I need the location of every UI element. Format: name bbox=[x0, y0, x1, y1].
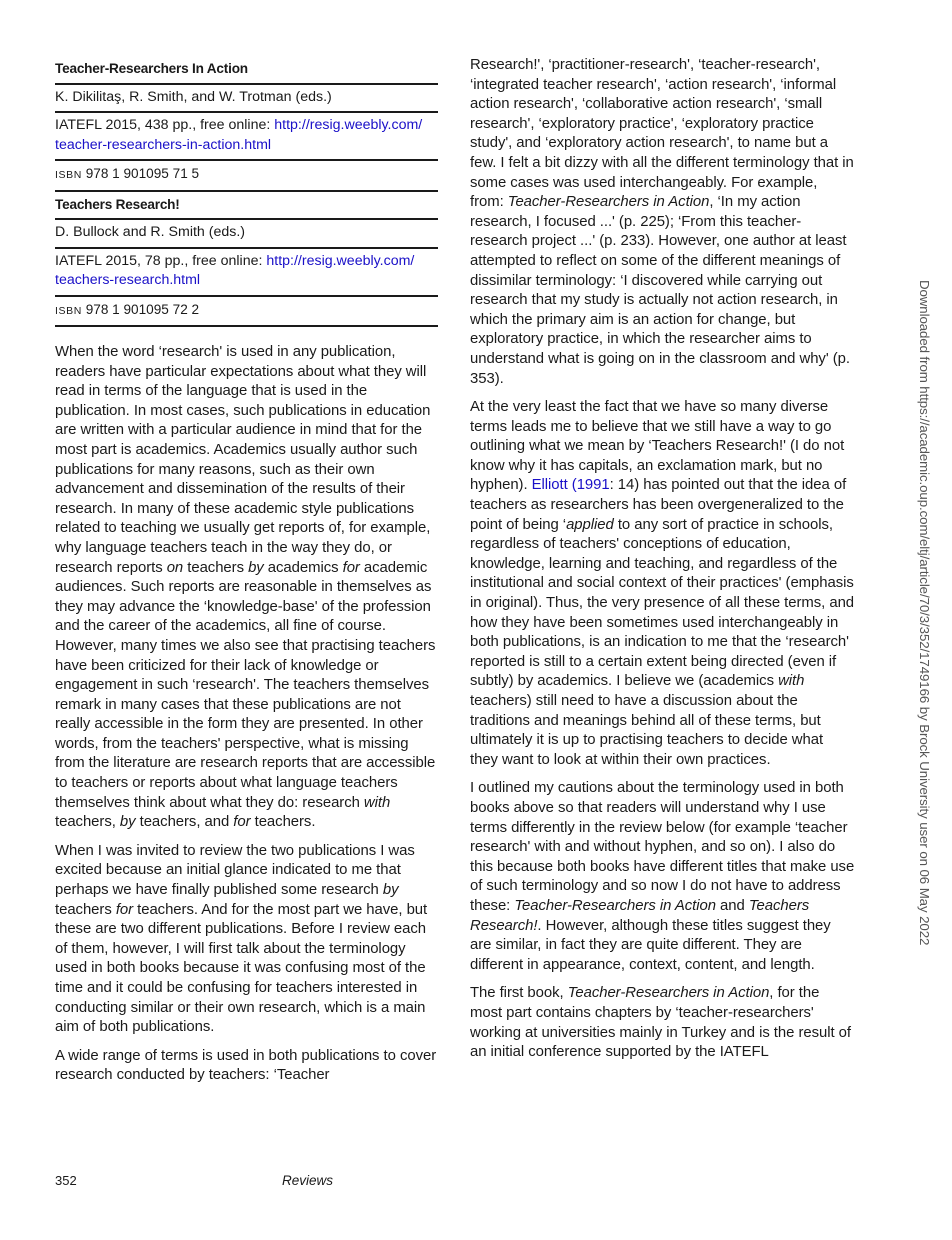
emphasis: for bbox=[115, 901, 134, 918]
text-run: Research!', ‘practitioner-research', ‘teacher-research', ‘integrated teacher research', ‘action research', ‘informal action research', ‘collaborative action research', ‘small research', ‘exploratory practice', ‘exploratory practice study', and ‘exploratory action research', to name but a few. I felt a bit dizzy with all the different terminology that in some cases was used interchangeably. For example, from: bbox=[470, 57, 854, 211]
emphasis: for bbox=[233, 814, 251, 831]
isbn-number: 978 1 901095 71 5 bbox=[85, 166, 200, 181]
text-run: teachers bbox=[55, 901, 116, 918]
paragraph bbox=[470, 56, 855, 389]
book-title: Teacher-Researchers in Action bbox=[507, 194, 710, 211]
book2-publication bbox=[55, 249, 438, 297]
book1-title: Teacher-Researchers In Action bbox=[55, 56, 438, 85]
book-title: Teacher-Researchers in Action bbox=[567, 985, 770, 1002]
isbn-label: ISBN bbox=[55, 169, 82, 181]
paragraph bbox=[470, 398, 855, 770]
paragraph bbox=[470, 984, 855, 1062]
running-footer-section: Reviews bbox=[282, 1173, 334, 1188]
text-run: academic audiences. Such reports are reasonable in themselves as they may advance the ‘knowledge-base' of the profession and the career of the academics, all fine of course. However, many times we also see that practising teachers have been criticized for their lack of knowledge or engagement in such ‘research'. The teachers themselves remark in many cases that these publications are not really accessible in the form they are presented. In other words, from the teachers' perspective, what is missing from the literature are research reports that are accessible to teachers or reports about what language teachers themselves think about what they do: research bbox=[55, 559, 436, 811]
book2-link-part2[interactable]: teachers-research.html bbox=[55, 272, 201, 288]
text-run: teachers, and bbox=[135, 814, 234, 831]
download-watermark: Downloaded from https://academic.oup.com/eltj/article/70/3/352/1749166 by Brock University user on 06 May 2022 bbox=[917, 280, 932, 946]
text-run: to any sort of practice in schools, regardless of teachers' conceptions of education, knowledge, learning and teaching, and regardless of the institutional and social context of their practices' (emphasis in original). Thus, the very presence of all these terms, and how they have been sometimes used interchangeably in both publications, is an indication to me that the ‘research' reported is still to a certain extent being directed (even if subtly) by academics. I believe we (academics bbox=[470, 516, 855, 690]
book2-editors: D. Bullock and R. Smith (eds.) bbox=[55, 220, 438, 249]
text-run: The first book, bbox=[470, 985, 568, 1002]
text-run: teachers, bbox=[55, 814, 120, 831]
text-run: teachers bbox=[183, 559, 249, 576]
text-run: , ‘In my action research, I focused ...' (p. 225); ‘From this teacher-research project ...' (p. 233). However, one author at least attempted to reflect on some of the different meanings of dissimilar terminology: ‘I discovered while carrying out research that my study is actually not action research, in which the primary aim is an action for change, but exploratory practice, in which the researcher aims to understand what is going on in the classroom and why' (p. 353). bbox=[470, 194, 850, 387]
bibliographic-table bbox=[55, 56, 438, 327]
isbn-number: 978 1 901095 72 2 bbox=[85, 301, 200, 317]
citation-link[interactable]: Elliott (1991 bbox=[531, 477, 610, 494]
book2-link-part1[interactable]: http://resig.weebly.com/ bbox=[266, 252, 415, 269]
left-column bbox=[55, 56, 438, 1086]
emphasis: by bbox=[382, 882, 399, 899]
isbn-label: ISBN bbox=[55, 304, 82, 317]
paragraph: A wide range of terms is used in both publications to cover research conducted by teachers: ‘Teacher bbox=[55, 1047, 437, 1084]
text-run: and bbox=[715, 897, 749, 914]
emphasis: for bbox=[342, 559, 360, 576]
emphasis: with bbox=[363, 794, 391, 811]
text-run: teachers. bbox=[250, 814, 316, 831]
emphasis: on bbox=[166, 559, 184, 576]
book1-isbn bbox=[55, 161, 438, 192]
book-title: Teacher-Researchers in Action bbox=[514, 897, 716, 914]
paragraph bbox=[55, 343, 438, 833]
emphasis: with bbox=[778, 673, 805, 690]
text-run: . However, although these titles suggest they are similar, in fact they are quite different. They are different in appearance, context, content, and length. bbox=[470, 917, 831, 973]
text-run: teachers) still need to have a discussion about the traditions and meanings behind all of these terms, but ultimately it is up to practising teachers to decide what they want to look at within their own practices. bbox=[470, 693, 824, 768]
text-run: I outlined my cautions about the terminology used in both books above so that readers will understand why I use terms differently in the review below (for example ‘teacher research' with and without hyphen, and so on). I also do this because both books have different titles that make use of such terminology and so now I do not have to address these: bbox=[470, 780, 855, 914]
book1-link-part1[interactable]: http://resig.weebly.com/ bbox=[274, 117, 423, 133]
book2-pub-info: IATEFL 2015, 78 pp., free online: bbox=[55, 252, 267, 269]
book2-title: Teachers Research! bbox=[55, 192, 438, 221]
text-run: When the word ‘research' is used in any publication, readers have particular expectations about what they will read in terms of the language that is used in the publication. In most cases, such publications in education are written with a particular audience in mind that for the most part is academics. Academics usually author such publications for many reasons, such as their own advancement and dissemination of the results of their research. In many of these academic style publications related to teaching we usually get reports of, for example, why language teachers teach in the way they do, or research reports bbox=[55, 344, 431, 576]
text-run: At the very least the fact that we have so many diverse terms leads me to believe that we still have a way to go outlining what we mean by ‘Teachers Research!' (I do not know why it has capitals, an exclamation mark, but no hyphen). bbox=[470, 399, 845, 494]
book1-pub-info: IATEFL 2015, 438 pp., free online: bbox=[55, 117, 275, 133]
emphasis: by bbox=[248, 559, 264, 576]
emphasis: by bbox=[119, 814, 136, 831]
paragraph bbox=[470, 779, 855, 975]
text-run: When I was invited to review the two publications I was excited because an initial glance indicated to me that perhaps we have finally published some research bbox=[55, 842, 415, 899]
text-run: , for the most part contains chapters by ‘teacher-researchers' working at universities mainly in Turkey and is the result of an initial conference supported by the IATEFL bbox=[470, 985, 851, 1061]
page-number: 352 bbox=[55, 1173, 77, 1188]
paragraph bbox=[55, 842, 438, 1038]
text-run: academics bbox=[263, 559, 343, 576]
book2-isbn bbox=[55, 297, 438, 328]
book-title: Teachers Research! bbox=[470, 897, 810, 934]
book1-link-part2[interactable]: teacher-researchers-in-action.html bbox=[55, 136, 272, 153]
book1-publication bbox=[55, 113, 438, 161]
text-run: : 14) has pointed out that the idea of teachers as researchers has been overgeneralized to the point of being ‘ bbox=[470, 477, 847, 533]
text-run: teachers. And for the most part we have, but these are two different publications. Before I review each of them, however, I will first talk about the terminology used in both books because it was confusing most of the time and it could be confusing for teachers interested in conducting similar or their own research, which is a main aim of both publications. bbox=[55, 901, 428, 1036]
book1-editors: K. Dikilitaş, R. Smith, and W. Trotman (eds.) bbox=[55, 85, 438, 114]
emphasis: applied bbox=[566, 516, 614, 533]
right-column bbox=[470, 56, 855, 1063]
